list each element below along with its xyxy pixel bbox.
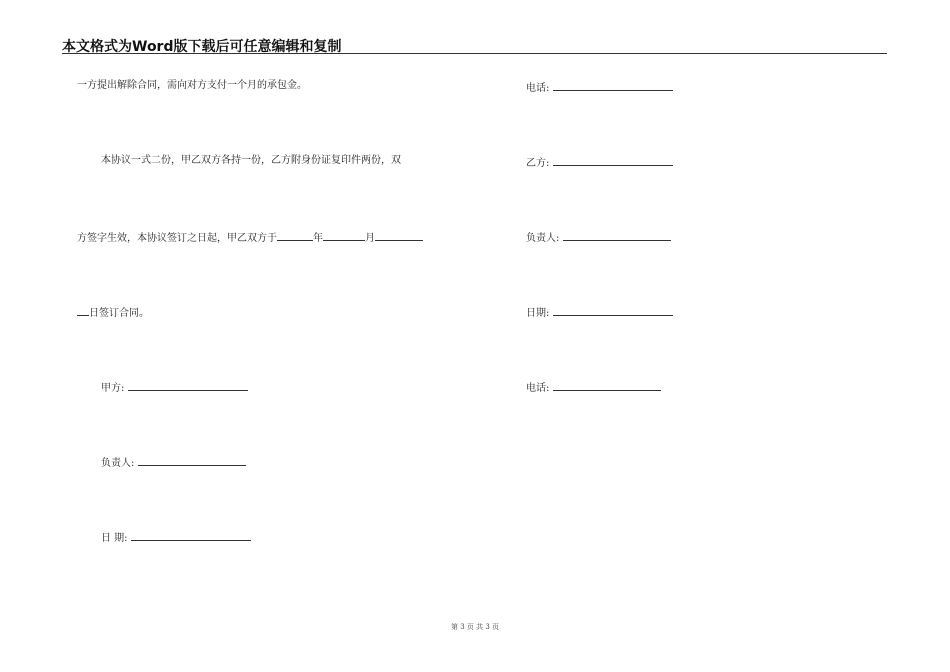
party-a-responsible-label: 负责人:: [101, 458, 135, 469]
party-a-line: [101, 380, 248, 395]
party-b-date-label: 日期:: [526, 308, 550, 319]
party-a-phone-blank: [553, 80, 673, 91]
party-b-responsible-line: [526, 230, 671, 245]
clause-day-text: 日签订合同。: [89, 308, 149, 319]
party-b-phone-label: 电话:: [526, 383, 550, 394]
party-a-date-blank: [131, 530, 251, 541]
clause-day-line: [77, 305, 149, 320]
party-b-responsible-label: 负责人:: [526, 233, 560, 244]
page-header-title: 本文格式为Word版下载后可任意编辑和复制: [62, 39, 342, 55]
year-blank: [277, 230, 313, 241]
party-b-phone-line: [526, 380, 661, 395]
party-a-date-label: 日 期:: [101, 533, 128, 544]
page-footer-number: 第 3 页 共 3 页: [450, 623, 500, 631]
party-a-responsible-blank: [138, 455, 246, 466]
party-a-date-line: [101, 530, 251, 545]
day-blank-end: [77, 305, 89, 316]
clause-copies-text: 本协议一式二份，甲乙双方各持一份，乙方附身份证复印件两份，双: [101, 155, 401, 166]
party-b-date-blank: [553, 305, 673, 316]
month-label: 月: [365, 233, 375, 244]
party-a-phone-label: 电话:: [526, 83, 550, 94]
party-b-signature-blank: [553, 155, 673, 166]
party-b-responsible-blank: [563, 230, 671, 241]
party-a-label: 甲方:: [101, 383, 125, 394]
year-label: 年: [313, 233, 323, 244]
party-a-signature-blank: [128, 380, 248, 391]
clause-signing-text: 方签字生效，本协议签订之日起，甲乙双方于: [77, 233, 277, 244]
party-b-phone-blank: [553, 380, 661, 391]
party-b-label: 乙方:: [526, 158, 550, 169]
clause-termination-text: 一方提出解除合同，需向对方支付一个月的承包金。: [77, 80, 307, 91]
party-b-date-line: [526, 305, 673, 320]
header-divider: [62, 53, 887, 54]
party-a-responsible-line: [101, 455, 246, 470]
day-blank-start: [375, 230, 423, 241]
month-blank: [323, 230, 365, 241]
party-b-line: [526, 155, 673, 170]
clause-signing-line: [77, 230, 423, 245]
party-a-phone-line: [526, 80, 673, 95]
